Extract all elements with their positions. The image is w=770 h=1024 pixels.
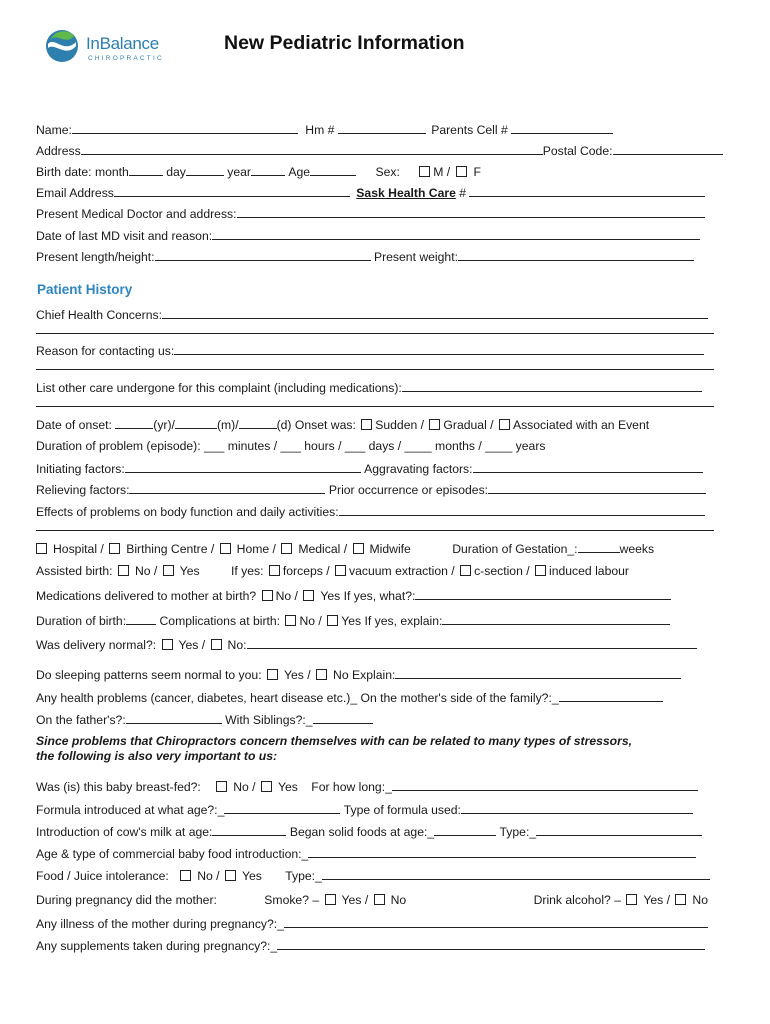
relieving-row (36, 482, 706, 497)
name-label: Name: (36, 123, 72, 137)
hospital-checkbox[interactable] (36, 543, 47, 554)
mother-side-field[interactable] (559, 690, 663, 702)
how-long-field[interactable] (392, 779, 698, 791)
age-label: Age (288, 165, 311, 179)
intolerance-yes-label: Yes (241, 869, 262, 883)
sleeping-yes-label: Yes / (283, 668, 311, 682)
other-care-row (36, 380, 702, 395)
duration-birth-row (36, 613, 670, 628)
c-section-label: c-section / (474, 564, 530, 578)
address-label: Address (36, 144, 81, 158)
delivery-explain-field[interactable] (247, 637, 697, 649)
address-row (36, 143, 723, 158)
birth-place-row (36, 541, 654, 556)
sleeping-label: Do sleeping patterns seem normal to you: (36, 668, 262, 682)
duration-problem-row (36, 439, 545, 453)
aggravating-label: Aggravating factors: (364, 462, 473, 476)
illness-row (36, 916, 708, 931)
breast-fed-yes-checkbox[interactable] (261, 781, 272, 792)
sudden-checkbox[interactable] (361, 419, 372, 430)
breast-fed-yes-label: Yes (277, 780, 298, 794)
logo-subtitle: CHIROPRACTIC (88, 55, 164, 62)
home-label: Home / (236, 542, 276, 556)
chief-concerns-field[interactable] (162, 307, 708, 319)
present-weight-label: Present weight: (373, 250, 458, 264)
sex-label: Sex: (375, 165, 400, 179)
health-problems-row (36, 690, 663, 705)
initiating-row (36, 461, 703, 476)
date-onset-label: Date of onset: (36, 418, 112, 432)
medical-doctor-label: Present Medical Doctor and address: (36, 207, 237, 221)
assisted-birth-row (36, 564, 629, 578)
sleeping-yes-checkbox[interactable] (267, 669, 278, 680)
assisted-no-checkbox[interactable] (118, 565, 129, 576)
vacuum-checkbox[interactable] (335, 565, 346, 576)
siblings-label: With Siblings?:_ (225, 713, 313, 727)
name-row (36, 122, 613, 137)
length-height-field[interactable] (155, 249, 371, 261)
solid-type-label: Type:_ (499, 825, 537, 839)
assisted-yes-checkbox[interactable] (163, 565, 174, 576)
other-care-label: List other care undergone for this complaint (including medications): (36, 381, 402, 395)
postal-code-label: Postal Code: (542, 144, 613, 158)
intolerance-no-label: No / (197, 869, 220, 883)
gradual-checkbox[interactable] (429, 419, 440, 430)
onset-m-label: (m)/ (216, 418, 239, 432)
sleeping-explain-field[interactable] (395, 667, 681, 679)
delivery-normal-label: Was delivery normal?: (36, 638, 157, 652)
complications-yes-checkbox[interactable] (327, 615, 338, 626)
birth-month-field[interactable] (129, 164, 163, 176)
if-yes-label: If yes: (230, 564, 264, 578)
reason-contacting-label: Reason for contacting us: (36, 344, 175, 358)
address-field[interactable] (81, 143, 543, 155)
onset-year-field[interactable] (115, 417, 153, 429)
hm-field[interactable] (338, 122, 426, 134)
assisted-yes-label: Yes (179, 564, 200, 578)
breast-fed-no-checkbox[interactable] (216, 781, 227, 792)
forceps-label: forceps / (282, 564, 330, 578)
day-label: day (166, 165, 186, 179)
baby-food-row (36, 846, 696, 861)
patient-history-heading: Patient History (37, 282, 133, 297)
supplements-row (36, 938, 705, 953)
gradual-label: Gradual / (443, 418, 494, 432)
sex-m-label: M / (433, 165, 451, 179)
intolerance-type-label: Type:_ (285, 869, 322, 883)
smoke-yes-checkbox[interactable] (325, 894, 336, 905)
sex-f-label: F (473, 165, 481, 179)
reason-extra-line[interactable] (36, 369, 714, 370)
health-problems-label: Any health problems (cancer, diabetes, heart disease etc.)_ On the mother's side of the family?:_ (36, 691, 559, 705)
delivery-yes-label: Yes / (178, 638, 206, 652)
induced-checkbox[interactable] (535, 565, 546, 576)
sex-m-checkbox[interactable] (419, 166, 430, 177)
parents-cell-label: Parents Cell # (431, 123, 508, 137)
chief-concerns-label: Chief Health Concerns: (36, 308, 162, 322)
vacuum-label: vacuum extraction / (349, 564, 455, 578)
complications-no-label: No / (299, 614, 322, 628)
stressors-note-line1: Since problems that Chiropractors concern themselves with can be related to many types of stressors, (36, 734, 633, 748)
during-pregnancy-label: During pregnancy did the mother: (36, 893, 217, 907)
formula-type-label: Type of formula used: (343, 803, 461, 817)
prior-occurrence-label: Prior occurrence or episodes: (328, 483, 489, 497)
breast-fed-no-label: No / (233, 780, 256, 794)
baby-food-label: Age & type of commercial baby food introduction:_ (36, 847, 309, 861)
solid-foods-field[interactable] (434, 824, 496, 836)
effects-extra-line[interactable] (36, 530, 714, 531)
breast-fed-row (36, 779, 698, 794)
other-care-field[interactable] (402, 380, 702, 392)
aggravating-field[interactable] (473, 461, 703, 473)
alcohol-yes-checkbox[interactable] (626, 894, 637, 905)
father-side-field[interactable] (126, 712, 222, 724)
reason-row (36, 343, 704, 358)
email-row (36, 185, 705, 200)
sleeping-row (36, 667, 681, 682)
effects-field[interactable] (339, 504, 705, 516)
doctor-row (36, 206, 705, 221)
formula-age-field[interactable] (224, 802, 340, 814)
postal-code-field[interactable] (613, 143, 723, 155)
duration-birth-field[interactable] (126, 613, 156, 625)
midwife-checkbox[interactable] (353, 543, 364, 554)
illness-field[interactable] (284, 916, 708, 928)
pregnancy-row (36, 893, 708, 907)
food-intolerance-row (36, 868, 710, 883)
parents-cell-field[interactable] (511, 122, 613, 134)
birth-day-field[interactable] (186, 164, 224, 176)
illness-label: Any illness of the mother during pregnancy?:_ (36, 917, 284, 931)
alcohol-yes-label: Yes / (643, 893, 671, 907)
midwife-label: Midwife (369, 542, 411, 556)
onset-day-field[interactable] (239, 417, 277, 429)
relieving-label: Relieving factors: (36, 483, 130, 497)
length-weight-row (36, 249, 694, 264)
complications-yes-label: Yes If yes, explain: (341, 614, 443, 628)
how-long-label: For how long:_ (311, 780, 392, 794)
forceps-checkbox[interactable] (269, 565, 280, 576)
cows-milk-row (36, 824, 702, 839)
email-field[interactable] (114, 185, 350, 197)
food-intolerance-label: Food / Juice intolerance: (36, 869, 169, 883)
initiating-field[interactable] (125, 461, 361, 473)
year-label: year (227, 165, 251, 179)
medications-yes-checkbox[interactable] (303, 590, 314, 601)
duration-problem-label: Duration of problem (episode): ___ minutes / ___ hours / ___ days / ____ months / ____ years (36, 439, 546, 453)
formula-age-label: Formula introduced at what age?:_ (36, 803, 225, 817)
gestation-field[interactable] (578, 541, 620, 553)
smoke-yes-label: Yes / (341, 893, 369, 907)
sask-health-care-label: Sask Health Care (356, 186, 456, 200)
other-care-extra-line[interactable] (36, 406, 714, 407)
length-height-label: Present length/height: (36, 250, 155, 264)
medications-no-label: No / (275, 589, 298, 603)
assisted-birth-label: Assisted birth: (36, 564, 113, 578)
prior-occurrence-field[interactable] (488, 482, 706, 494)
intolerance-no-checkbox[interactable] (180, 870, 191, 881)
age-field[interactable] (310, 164, 356, 176)
assisted-no-label: No / (134, 564, 158, 578)
solid-foods-label: Began solid foods at age:_ (289, 825, 435, 839)
stressors-note-line2: the following is also very important to us: (36, 749, 278, 763)
sex-f-checkbox[interactable] (456, 166, 467, 177)
hm-label: Hm # (305, 123, 335, 137)
duration-birth-label: Duration of birth: (36, 614, 127, 628)
intolerance-type-field[interactable] (322, 868, 710, 880)
chief-concerns-row (36, 307, 708, 322)
delivery-no-label: No: (227, 638, 247, 652)
cows-milk-label: Introduction of cow's milk at age: (36, 825, 213, 839)
reason-contacting-field[interactable] (174, 343, 704, 355)
supplements-label: Any supplements taken during pregnancy?:_ (36, 939, 278, 953)
last-md-visit-label: Date of last MD visit and reason: (36, 229, 213, 243)
medical-checkbox[interactable] (281, 543, 292, 554)
birth-year-field[interactable] (251, 164, 285, 176)
email-label: Email Address (36, 186, 114, 200)
weeks-label: weeks (619, 542, 655, 556)
hospital-label: Hospital / (53, 542, 104, 556)
associated-label: Associated with an Event (512, 418, 650, 432)
delivery-yes-checkbox[interactable] (162, 639, 173, 650)
last-md-visit-field[interactable] (212, 228, 700, 240)
delivery-normal-row (36, 637, 697, 652)
c-section-checkbox[interactable] (460, 565, 471, 576)
medications-yes-label: Yes If yes, what?: (320, 589, 416, 603)
baby-food-field[interactable] (308, 846, 696, 858)
formula-row (36, 802, 693, 817)
delivery-no-checkbox[interactable] (211, 639, 222, 650)
medications-mother-label: Medications delivered to mother at birth? (36, 589, 257, 603)
chief-concerns-extra-line[interactable] (36, 333, 714, 334)
onset-yr-label: (yr)/ (153, 418, 175, 432)
supplements-field[interactable] (277, 938, 705, 950)
medical-doctor-field[interactable] (237, 206, 705, 218)
alcohol-no-label: No (692, 893, 708, 907)
complications-explain-field[interactable] (442, 613, 670, 625)
intolerance-yes-checkbox[interactable] (225, 870, 236, 881)
effects-row (36, 504, 705, 519)
sask-health-care-field[interactable] (469, 185, 705, 197)
smoke-no-checkbox[interactable] (374, 894, 385, 905)
logo-name: InBalance (86, 34, 159, 53)
relieving-field[interactable] (129, 482, 325, 494)
complications-no-checkbox[interactable] (285, 615, 296, 626)
sudden-label: Sudden / (375, 418, 425, 432)
sleeping-no-label: No Explain: (333, 668, 396, 682)
complications-label: Complications at birth: (159, 614, 281, 628)
medical-label: Medical / (298, 542, 348, 556)
alcohol-label: Drink alcohol? – (533, 893, 621, 907)
father-side-row (36, 712, 373, 727)
breast-fed-label: Was (is) this baby breast-fed?: (36, 780, 201, 794)
medications-what-field[interactable] (415, 588, 671, 600)
gestation-label: Duration of Gestation_: (452, 542, 578, 556)
logo-mark-icon (44, 28, 80, 64)
birth-month-label: Birth date: month (36, 165, 129, 179)
medications-mother-row (36, 588, 671, 603)
onset-row (36, 417, 649, 432)
name-field[interactable] (72, 122, 298, 134)
medications-no-checkbox[interactable] (262, 590, 273, 601)
cows-milk-field[interactable] (212, 824, 286, 836)
sleeping-no-checkbox[interactable] (316, 669, 327, 680)
siblings-field[interactable] (313, 712, 373, 724)
smoke-no-label: No (390, 893, 407, 907)
onset-d-label: (d) Onset was: (276, 418, 356, 432)
initiating-label: Initiating factors: (36, 462, 125, 476)
page-title: New Pediatric Information (224, 32, 465, 54)
hash-label: # (459, 186, 467, 200)
last-visit-row (36, 228, 700, 243)
onset-month-field[interactable] (175, 417, 217, 429)
associated-checkbox[interactable] (499, 419, 510, 430)
birthing-centre-checkbox[interactable] (109, 543, 120, 554)
logo (44, 28, 174, 68)
present-weight-field[interactable] (458, 249, 694, 261)
birthing-centre-label: Birthing Centre / (126, 542, 215, 556)
birth-row (36, 164, 481, 179)
effects-label: Effects of problems on body function and daily activities: (36, 505, 339, 519)
home-checkbox[interactable] (220, 543, 231, 554)
formula-type-field[interactable] (461, 802, 693, 814)
induced-label: induced labour (549, 564, 629, 578)
smoke-label: Smoke? – (264, 893, 320, 907)
alcohol-no-checkbox[interactable] (675, 894, 686, 905)
solid-type-field[interactable] (536, 824, 702, 836)
father-side-label: On the father's?: (36, 713, 126, 727)
